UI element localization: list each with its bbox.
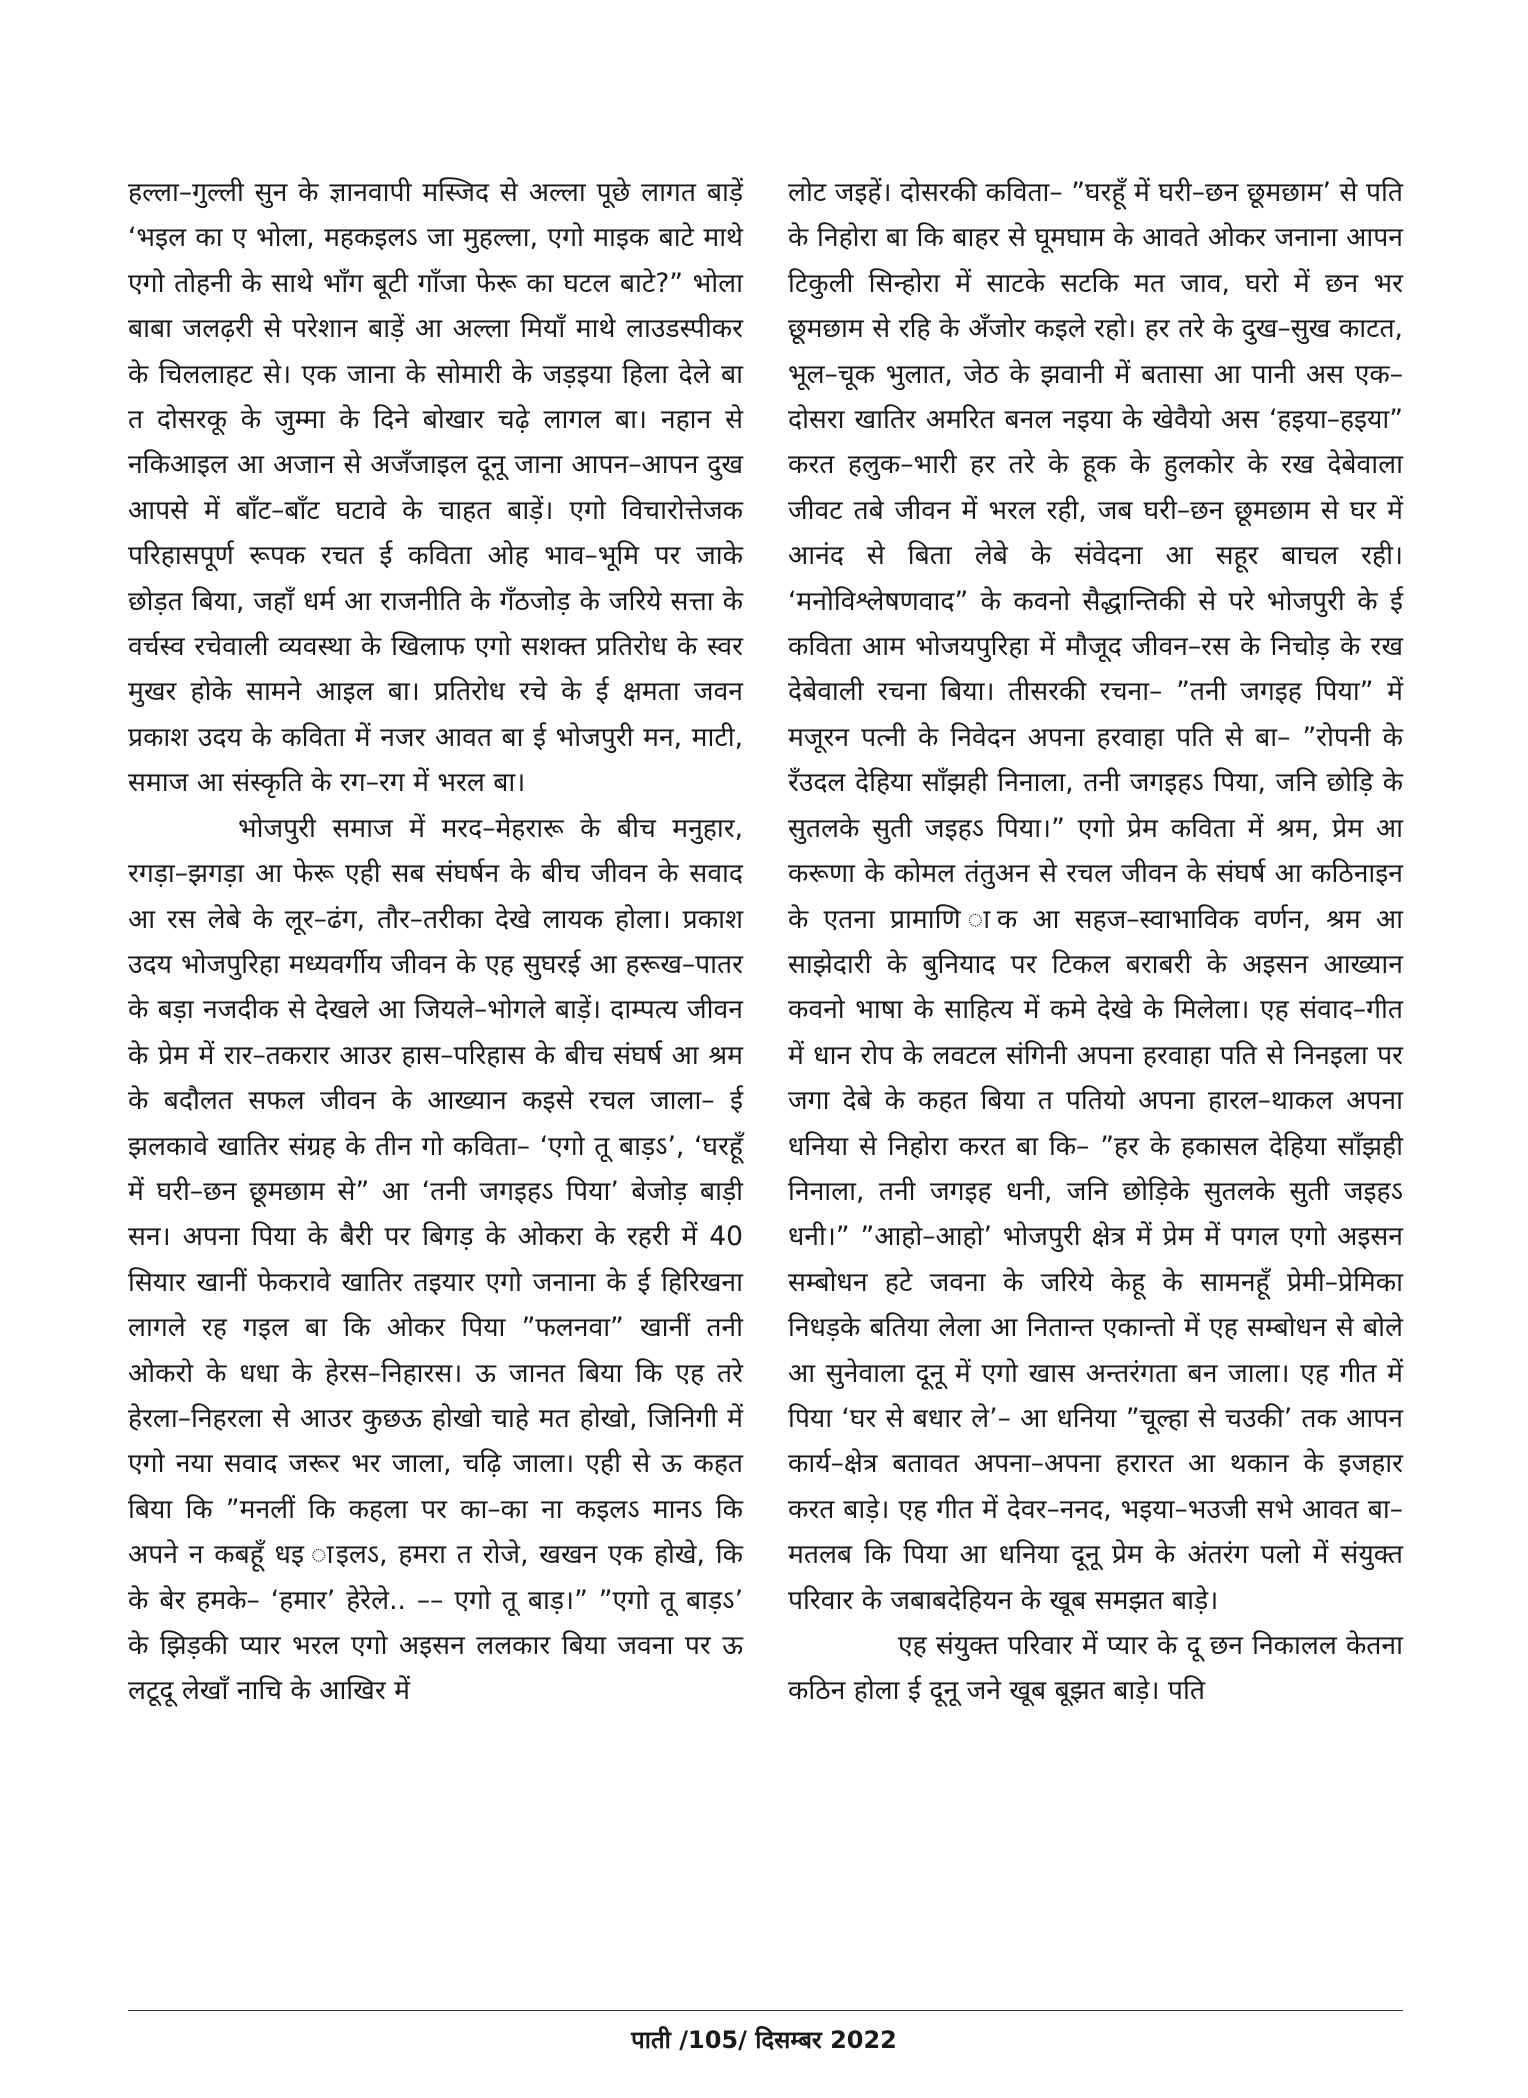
right-paragraph-1: लोट जइहें। दोसरकी कविता– ”घरहूँ में घरी–छन छूमछाम’ से पति के निहोरा बा कि बाहर से घूमघाम के आवते ओकर जनाना आपन टिकुली सिन्होरा में साटके सटकि मत जाव, घरो में छन भर छूमछाम से रहि के अँजोर कइले रहो। हर तरे के दुख–सुख काटत, भूल–चूक भुलात, जेठ के झवानी में बतासा आ पानी अस एक–दोसरा खातिर अमरित बनल नइया के खेवैयो अस ‘हइया–हइया” करत हलुक–भारी हर तरे के हूक के हुलकोर के रख देबेवाला जीवट तबे जीवन में भरल रही, जब घरी–छन छूमछाम से घर में आनंद से बिता लेबे के संवेदना आ सहूर बाचल रही। ‘मनोविश्लेषणवाद” के कवनो सैद्धान्तिकी से परे भोजपुरी के ई कविता आम भोजयपुरिहा में मौजूद जीवन–रस के निचोड़ के रख देबेवाली रचना बिया। तीसरकी रचना– ”तनी जगइह पिया” में मजूरन पत्नी के निवेदन अपना हरवाहा पति से बा– ”रोपनी के रँउदल देहिया साँझही निनाला, तनी जगइहऽ पिया, जनि छोड़ि के सुतलके सुती जइहऽ पिया।” एगो प्रेम कविता में श्रम, प्रेम आ करूणा के कोमल तंतुअन से रचल जीवन के संघर्ष आ कठिनाइन के एतना प्रामाणि ाक आ सहज–स्वाभाविक वर्णन, श्रम आ साझेदारी के बुनियाद पर टिकल बराबरी के अइसन आख्यान कवनो भाषा के साहित्य में कमे देखे के मिलेला। एह संवाद–गीत में धान रोप के लवटल संगिनी अपना हरवाहा पति से निनइला पर जगा देबे के कहत बिया त पतियो अपना हारल–थाकल अपना धनिया से निहोरा करत बा कि– ”हर के हकासल देहिया साँझही निनाला, तनी जगइह धनी, जनि छोड़िके सुतलके सुती जइहऽ धनी।” ”आहो–आहो’ भोजपुरी क्षेत्र में प्रेम में पगल एगो अइसन सम्बोधन हटे जवना के जरिये केहू के सामनहूँ प्रेमी–प्रेमिका निधड़के बतिया लेला आ नितान्त एकान्तो में एह सम्बोधन से बोले आ सुनेवाला दूनू में एगो खास अन्तरंगता बन जाला। एह गीत में पिया ‘घर से बधार ले’– आ धनिया ”चूल्हा से चउकी’ तक आपन कार्य–क्षेत्र बतावत अपना–अपना हरारत आ थकान के इजहार करत बाड़े। एह गीत में देवर–ननद, भइया–भउजी सभे आवत बा– मतलब कि पिया आ धनिया दूनू प्रेम के अंतरंग पलो में संयुक्त परिवार के जबाबदेहियन के खूब समझत बाड़े। — [788, 177, 1403, 1616]
right-paragraph-2: एह संयुक्त परिवार में प्यार के दू छन निकालल केतना कठिन होला ई दूनू जने खूब बूझत बाड़े। पति — [788, 1630, 1403, 1707]
right-column — [788, 170, 1403, 1714]
left-column — [128, 170, 743, 1714]
left-paragraph-1: हल्ला–गुल्ली सुन के ज्ञानवापी मस्जिद से अल्ला पूछे लागत बाड़ें ‘भइल का ए भोला, महकइलऽ जा मुहल्ला, एगो माइक बाटे माथे एगो तोहनी के साथे भाँग बूटी गाँजा फेरू का घटल बाटे?” भोला बाबा जलढ़री से परेशान बाड़ें आ अल्ला मियाँ माथे लाउडस्पीकर के चिललाहट से। एक जाना के सोमारी के जड़इया हिला देले बा त दोसरकू के जुम्मा के दिने बोखार चढ़े लागल बा। नहान से नकिआइल आ अजान से अजँजाइल दूनू जाना आपन–आपन दुख आपसे में बाँट–बाँट घटावे के चाहत बाड़ें। एगो विचारोत्तेजक परिहासपूर्ण रूपक रचत ई कविता ओह भाव–भूमि पर जाके छोड़त बिया, जहाँ धर्म आ राजनीति के गँठजोड़ के जरिये सत्ता के वर्चस्व रचेवाली व्यवस्था के खिलाफ एगो सशक्त प्रतिरोध के स्वर मुखर होके सामने आइल बा। प्रतिरोध रचे के ई क्षमता जवन प्रकाश उदय के कविता में नजर आवत बा ई भोजपुरी मन, माटी, समाज आ संस्कृति के रग–रग में भरल बा। — [128, 177, 743, 799]
left-paragraph-2: भोजपुरी समाज में मरद–मेहरारू के बीच मनुहार, रगड़ा–झगड़ा आ फेरू एही सब संघर्षन के बीच जीवन के सवाद आ रस लेबे के लूर–ढंग, तौर–तरीका देखे लायक होला। प्रकाश उदय भोजपुरिहा मध्यवर्गीय जीवन के एह सुघरई आ हरूख–पातर के बड़ा नजदीक से देखले आ जियले–भोगले बाड़ें। दाम्पत्य जीवन के प्रेम में रार–तकरार आउर हास–परिहास के बीच संघर्ष आ श्रम के बदौलत सफल जीवन के आख्यान कइसे रचल जाला– ई झलकावे खातिर संग्रह के तीन गो कविता– ‘एगो तू बाड़ऽ’, ‘घरहूँ में घरी–छन छूमछाम से” आ ‘तनी जगइहऽ पिया’ बेजोड़ बाड़ी सन। अपना पिया के बैरी पर बिगड़ के ओकरा के रहरी में 40 सियार खानीं फेकरावे खातिर तइयार एगो जनाना के ई हिरिखना लागले रह गइल बा कि ओकर पिया ”फलनवा” खानीं तनी ओकरो के धधा के हेरस–निहारस। ऊ जानत बिया कि एह तरे हेरला–निहरला से आउर कुछऊ होखो चाहे मत होखो, जिनिगी में एगो नया सवाद जरूर भर जाला, चढ़ि जाला। एही से ऊ कहत बिया कि ”मनलीं कि कहला पर का–का ना कइलऽ मानऽ कि अपने न कबहूँ धइ ाइलऽ, हमरा त रोजे, खखन एक होखे, कि के बेर हमके– ‘हमार’ हेरेले.. –– एगो तू बाड़।” ”एगो तू बाड़ऽ’ के झिड़की प्यार भरल एगो अइसन ललकार बिया जवना पर ऊ लटूदू लेखाँ नाचि के आखिर में — [128, 812, 743, 1707]
page-footer: पाती /105/ दिसम्बर 2022 — [631, 2026, 897, 2054]
footer-divider — [128, 2010, 1403, 2011]
